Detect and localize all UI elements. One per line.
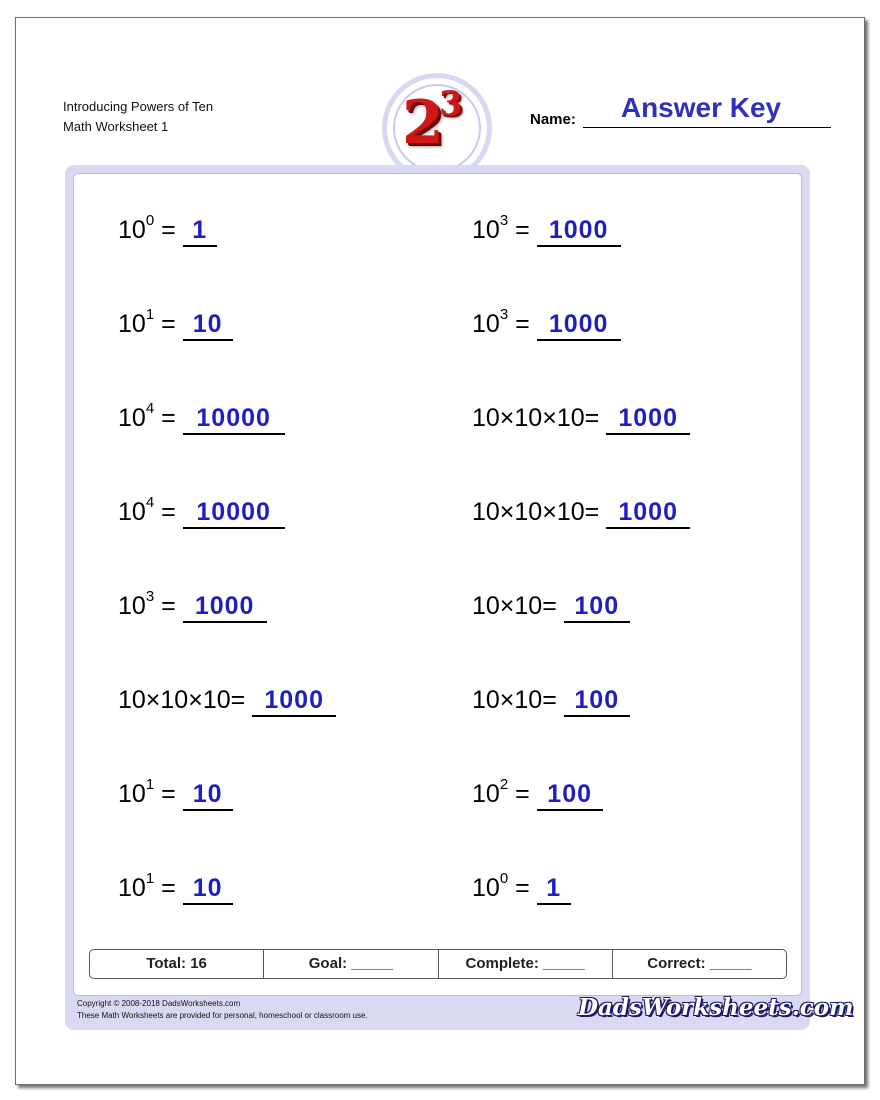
- equals-sign: =: [154, 404, 183, 432]
- equals-sign: =: [154, 498, 183, 526]
- answer-value: 10: [183, 873, 233, 905]
- equals-sign: =: [508, 874, 537, 902]
- problem-expression: 10: [118, 216, 146, 244]
- problem-expression: 10: [118, 404, 146, 432]
- title-line-1: Introducing Powers of Ten: [63, 99, 214, 114]
- equals-sign: =: [230, 686, 253, 714]
- answer-value: 10: [183, 779, 233, 811]
- problem-item: [472, 776, 603, 811]
- problem-item: [472, 870, 571, 905]
- equals-sign: =: [154, 874, 183, 902]
- equals-sign: =: [542, 686, 564, 714]
- equals-sign: =: [508, 780, 537, 808]
- score-complete: Complete: _____: [439, 950, 613, 978]
- score-correct: Correct: _____: [647, 955, 752, 972]
- problem-exponent: 3: [499, 306, 509, 323]
- problem-item: [472, 591, 630, 623]
- score-total: Total: 16: [90, 950, 264, 978]
- problem-expression: 10: [118, 780, 146, 808]
- answer-value: 10: [183, 309, 233, 341]
- score-bar: [89, 949, 787, 979]
- problem-exponent: 3: [145, 588, 155, 605]
- equals-sign: =: [154, 310, 183, 338]
- answer-value: 1: [537, 873, 571, 905]
- problem-expression: 10: [472, 780, 500, 808]
- problem-item: [118, 776, 233, 811]
- problem-exponent: 1: [145, 306, 155, 323]
- problem-expression: 10: [118, 874, 146, 902]
- answer-value: 1000: [183, 591, 267, 623]
- equals-sign: =: [508, 216, 537, 244]
- problem-expression: 10×10×10: [118, 686, 231, 714]
- problem-item: [472, 212, 621, 247]
- problem-exponent: 1: [145, 776, 155, 793]
- title-line-2: Math Worksheet 1: [63, 119, 169, 134]
- answer-value: 10000: [183, 403, 285, 435]
- problem-expression: 10: [472, 874, 500, 902]
- score-goal: Goal: _____: [264, 950, 438, 978]
- equals-sign: =: [508, 310, 537, 338]
- answer-key-label: Answer Key: [620, 92, 782, 123]
- usage-notice: These Math Worksheets are provided for personal, homeschool or classroom use.: [77, 1011, 368, 1020]
- problem-expression: 10×10×10: [472, 498, 585, 526]
- problem-expression: 10×10: [472, 592, 543, 620]
- problem-expression: 10: [118, 310, 146, 338]
- equals-sign: =: [584, 498, 607, 526]
- answer-value: 1000: [606, 403, 690, 435]
- problem-item: [118, 400, 285, 435]
- brand-logo: DadsWorksheets.com: [578, 994, 854, 1021]
- answer-value: 1000: [537, 309, 621, 341]
- problem-item: [118, 588, 267, 623]
- answer-value: 100: [537, 779, 603, 811]
- copyright-text: Copyright © 2008-2018 DadsWorksheets.com: [77, 999, 241, 1008]
- answer-value: 10000: [183, 497, 285, 529]
- name-field-line: [583, 127, 831, 128]
- problem-item: [472, 306, 621, 341]
- problem-exponent: 0: [145, 212, 155, 229]
- problem-exponent: 4: [145, 400, 155, 417]
- problem-item: [118, 685, 336, 717]
- answer-value: 1: [183, 215, 217, 247]
- problem-expression: 10: [472, 216, 500, 244]
- answer-value: 1000: [537, 215, 621, 247]
- name-label: Name:: [530, 111, 576, 128]
- problem-item: [118, 494, 285, 529]
- worksheet-title: [63, 97, 213, 137]
- problem-exponent: 3: [499, 212, 509, 229]
- equals-sign: =: [584, 404, 607, 432]
- problem-exponent: 2: [499, 776, 509, 793]
- answer-value: 1000: [606, 497, 690, 529]
- equals-sign: =: [542, 592, 564, 620]
- problem-expression: 10×10: [472, 686, 543, 714]
- logo-exponent-digit: 3: [439, 84, 463, 124]
- answer-value: 1000: [252, 685, 336, 717]
- logo-base-digit: 2: [402, 88, 444, 158]
- problem-item: [472, 497, 690, 529]
- problem-exponent: 4: [145, 494, 155, 511]
- copyright-notice: [77, 998, 368, 1022]
- problem-item: [118, 212, 217, 247]
- answer-value: 100: [564, 591, 630, 623]
- answer-value: 100: [564, 685, 630, 717]
- equals-sign: =: [154, 592, 183, 620]
- problem-exponent: 0: [499, 870, 509, 887]
- problem-item: [118, 306, 233, 341]
- problem-exponent: 1: [145, 870, 155, 887]
- problem-item: [472, 685, 630, 717]
- problem-item: [118, 870, 233, 905]
- problem-expression: 10: [118, 498, 146, 526]
- problem-expression: 10: [118, 592, 146, 620]
- problem-expression: 10: [472, 310, 500, 338]
- equals-sign: =: [154, 216, 183, 244]
- problem-expression: 10×10×10: [472, 404, 585, 432]
- problem-item: [472, 403, 690, 435]
- equals-sign: =: [154, 780, 183, 808]
